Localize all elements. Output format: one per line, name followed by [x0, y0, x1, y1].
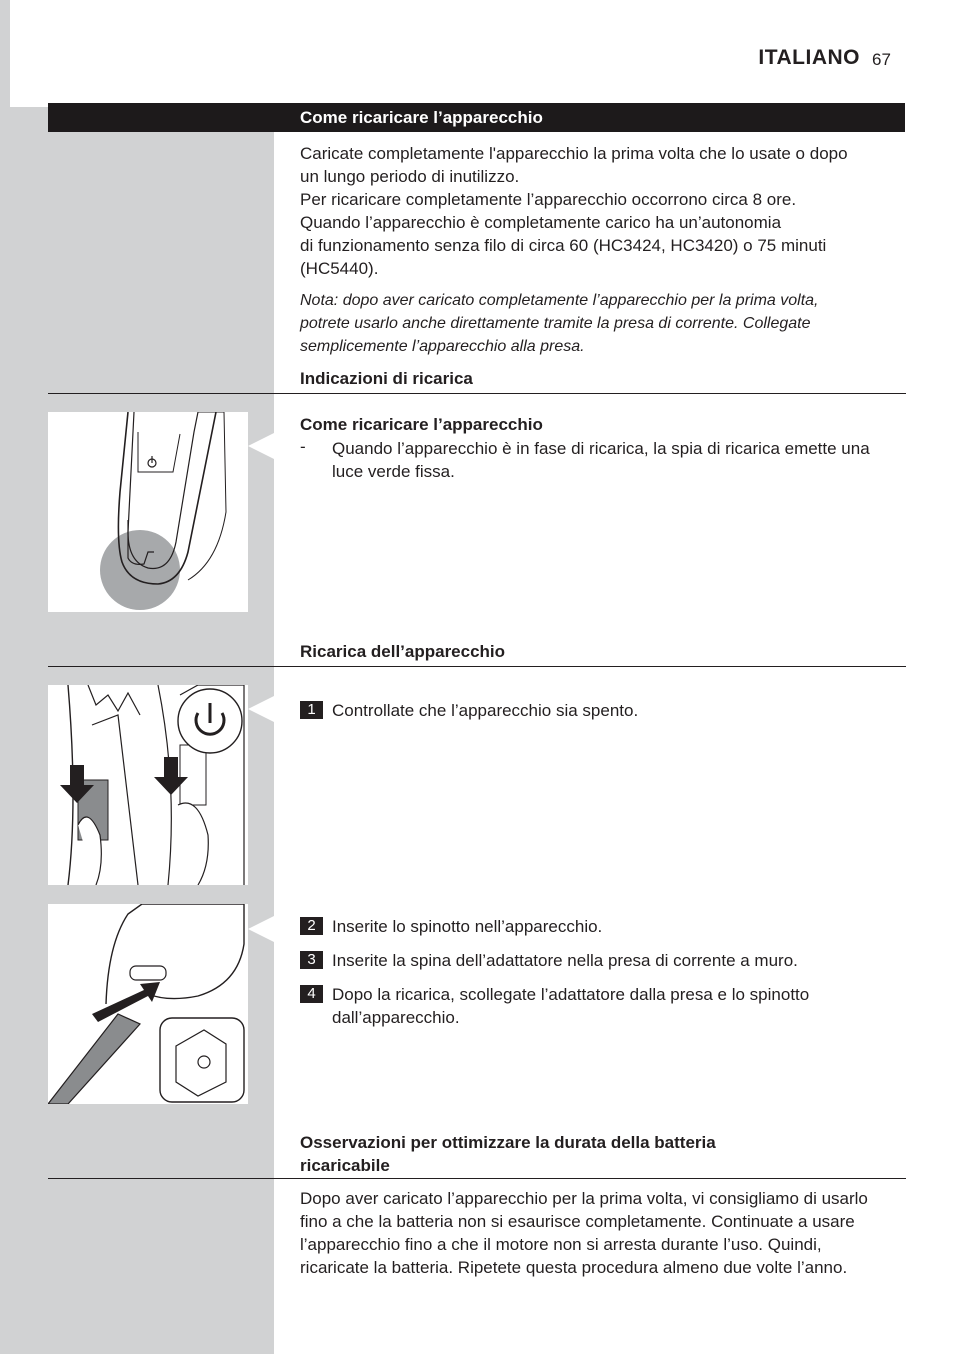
- intro-line: di funzionamento senza filo di circa 60 (HC3424, HC3420) o 75 minuti: [300, 236, 827, 255]
- osservazioni-paragraph: [300, 1187, 906, 1279]
- page-margin-strip: [0, 0, 10, 107]
- figure-charging-light: [48, 412, 248, 612]
- bullet-line: luce verde fissa.: [332, 462, 455, 481]
- intro-paragraph: [300, 142, 906, 280]
- section-title-bar: [48, 103, 905, 132]
- note-line: semplicemente l’apparecchio alla presa.: [300, 338, 585, 355]
- bullet-dash: -: [300, 437, 306, 456]
- step-number: 1: [300, 701, 323, 719]
- figure-pointer: [248, 696, 274, 722]
- step-line: Inserite la spina dell’adattatore nella presa di corrente a muro.: [332, 951, 798, 970]
- body-line: ricaricate la batteria. Ripetete questa procedura almeno due volte l’anno.: [300, 1258, 848, 1277]
- osservazioni-heading: [300, 1131, 716, 1177]
- intro-line: un lungo periodo di inutilizzo.: [300, 167, 520, 186]
- section-title: Come ricaricare l’apparecchio: [300, 108, 543, 127]
- body-line: l’apparecchio fino a che il motore non si arresta durante l’uso. Quindi,: [300, 1235, 822, 1254]
- step-number: 3: [300, 951, 323, 969]
- figure-pointer: [248, 433, 274, 459]
- step-number: 4: [300, 985, 323, 1003]
- step-text: [332, 915, 906, 938]
- page-number: 67: [872, 50, 891, 69]
- step-text: [332, 949, 906, 972]
- figure-pointer: [248, 916, 274, 942]
- plug-insert-illustration: [48, 904, 248, 1104]
- body-line: Dopo aver caricato l’apparecchio per la prima volta, vi consigliamo di usarlo: [300, 1189, 868, 1208]
- intro-line: (HC5440).: [300, 259, 379, 278]
- heading-line: Osservazioni per ottimizzare la durata della batteria: [300, 1133, 716, 1152]
- step-line: Controllate che l’apparecchio sia spento.: [332, 701, 639, 720]
- ricarica-heading: Ricarica dell’apparecchio: [300, 642, 506, 661]
- figure-plug-insert: [48, 904, 248, 1104]
- indicazioni-heading: Indicazioni di ricarica: [300, 369, 473, 388]
- switch-off-illustration: [48, 685, 248, 885]
- indicator-highlight: [100, 530, 180, 610]
- body-line: fino a che la batteria non si esaurisce completamente. Continuate a usare: [300, 1212, 855, 1231]
- step-line: Inserite lo spinotto nell’apparecchio.: [332, 917, 603, 936]
- step-line: Dopo la ricarica, scollegate l’adattatore dalla presa e lo spinotto: [332, 985, 810, 1004]
- section-rule: [48, 1178, 906, 1179]
- shaver-base-illustration: [48, 412, 248, 612]
- indicazioni-subheading: Come ricaricare l’apparecchio: [300, 415, 543, 434]
- step-text: [332, 983, 906, 1029]
- intro-line: Per ricaricare completamente l’apparecchio occorrono circa 8 ore.: [300, 190, 797, 209]
- note-line: potrete usarlo anche direttamente tramite la presa di corrente. Collegate: [300, 315, 811, 332]
- section-rule: [48, 666, 906, 667]
- intro-line: Caricate completamente l'apparecchio la prima volta che lo usate o dopo: [300, 144, 848, 163]
- figure-switch-off: [48, 685, 248, 885]
- step-number: 2: [300, 917, 323, 935]
- bullet-line: Quando l’apparecchio è in fase di ricarica, la spia di ricarica emette una: [332, 439, 870, 458]
- note-paragraph: [300, 289, 906, 358]
- bullet-item: [332, 437, 906, 483]
- step-text: [332, 699, 906, 722]
- step-line: dall’apparecchio.: [332, 1008, 460, 1027]
- note-line: Nota: dopo aver caricato completamente l’apparecchio per la prima volta,: [300, 292, 819, 309]
- section-rule: [48, 393, 906, 394]
- heading-line: ricaricabile: [300, 1156, 390, 1175]
- intro-line: Quando l’apparecchio è completamente carico ha un’autonomia: [300, 213, 782, 232]
- language-label: ITALIANO: [758, 46, 860, 69]
